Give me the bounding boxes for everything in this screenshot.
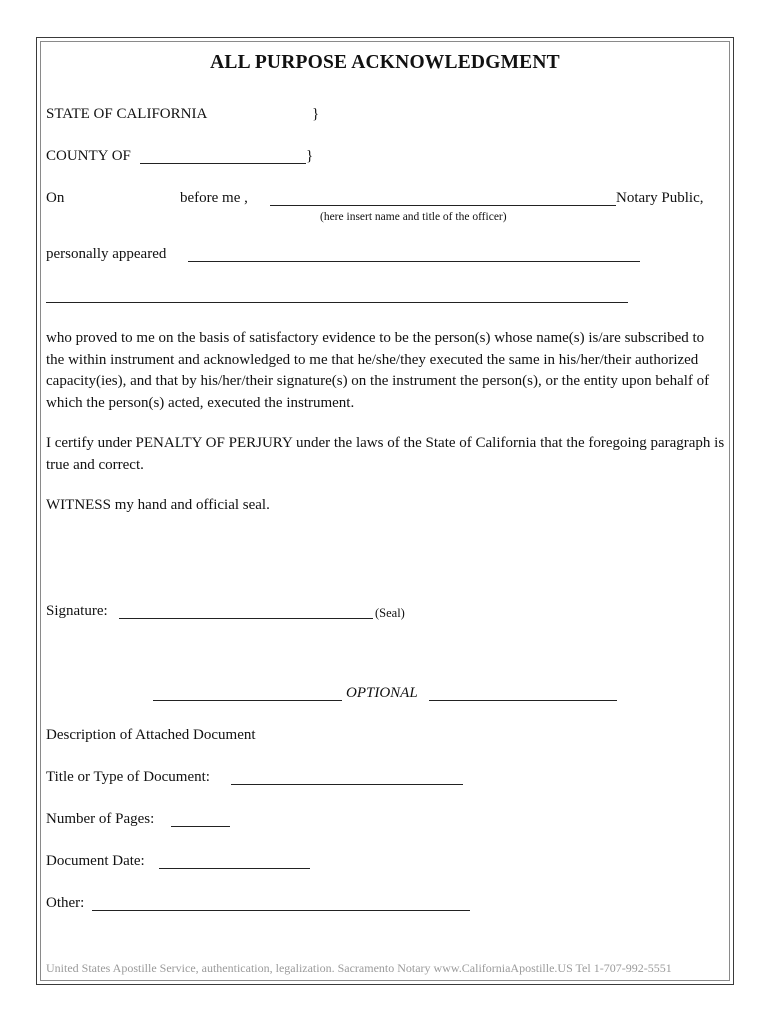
pages-label: Number of Pages: (46, 811, 155, 827)
signature-field[interactable] (119, 618, 373, 619)
document-date-label: Document Date: (46, 853, 145, 869)
document-title: ALL PURPOSE ACKNOWLEDGMENT (210, 52, 560, 73)
county-brace: } (306, 148, 314, 164)
on-label: On (46, 190, 65, 206)
seal-label: (Seal) (375, 606, 405, 620)
signature-label: Signature: (46, 603, 108, 619)
county-label: COUNTY OF (46, 148, 131, 164)
title-type-label: Title or Type of Document: (46, 769, 210, 785)
optional-rule-right (429, 700, 617, 701)
other-field[interactable] (92, 910, 470, 911)
state-label: STATE OF CALIFORNIA (46, 106, 208, 122)
before-me-label: before me , (180, 190, 248, 206)
officer-name-field[interactable] (270, 205, 616, 206)
county-field[interactable] (140, 163, 306, 164)
footer-text: United States Apostille Service, authentication, legalization. Sacramento Notary www.CaliforniaApostille.US Tel 1-707-992-5551 (46, 961, 672, 975)
personally-appeared-label: personally appeared (46, 246, 167, 262)
other-label: Other: (46, 895, 85, 911)
proof-paragraph: who proved to me on the basis of satisfactory evidence to be the person(s) whose name(s) is/are subscribed to the within instrument and acknowledged to me that he/she/they executed the same in his/her/their authorized capacity(ies), and that by his/her/their signature(s) on the instrument the person(s), or the entity upon behalf of which the person(s) acted, executed the instrument. (46, 330, 710, 411)
state-brace: } (312, 106, 320, 122)
personally-appeared-field-2[interactable] (46, 302, 628, 303)
notary-public-label: Notary Public, (616, 190, 704, 206)
title-type-field[interactable] (231, 784, 463, 785)
witness-line: WITNESS my hand and official seal. (46, 497, 270, 513)
optional-label: OPTIONAL (346, 685, 418, 701)
pages-field[interactable] (171, 826, 230, 827)
perjury-paragraph: I certify under PENALTY OF PERJURY under the laws of the State of California that the foregoing paragraph is true and correct. (46, 435, 725, 473)
description-heading: Description of Attached Document (46, 727, 256, 743)
document-date-field[interactable] (159, 868, 310, 869)
officer-hint: (here insert name and title of the officer) (320, 211, 507, 223)
personally-appeared-field[interactable] (188, 261, 640, 262)
optional-rule-left (153, 700, 342, 701)
